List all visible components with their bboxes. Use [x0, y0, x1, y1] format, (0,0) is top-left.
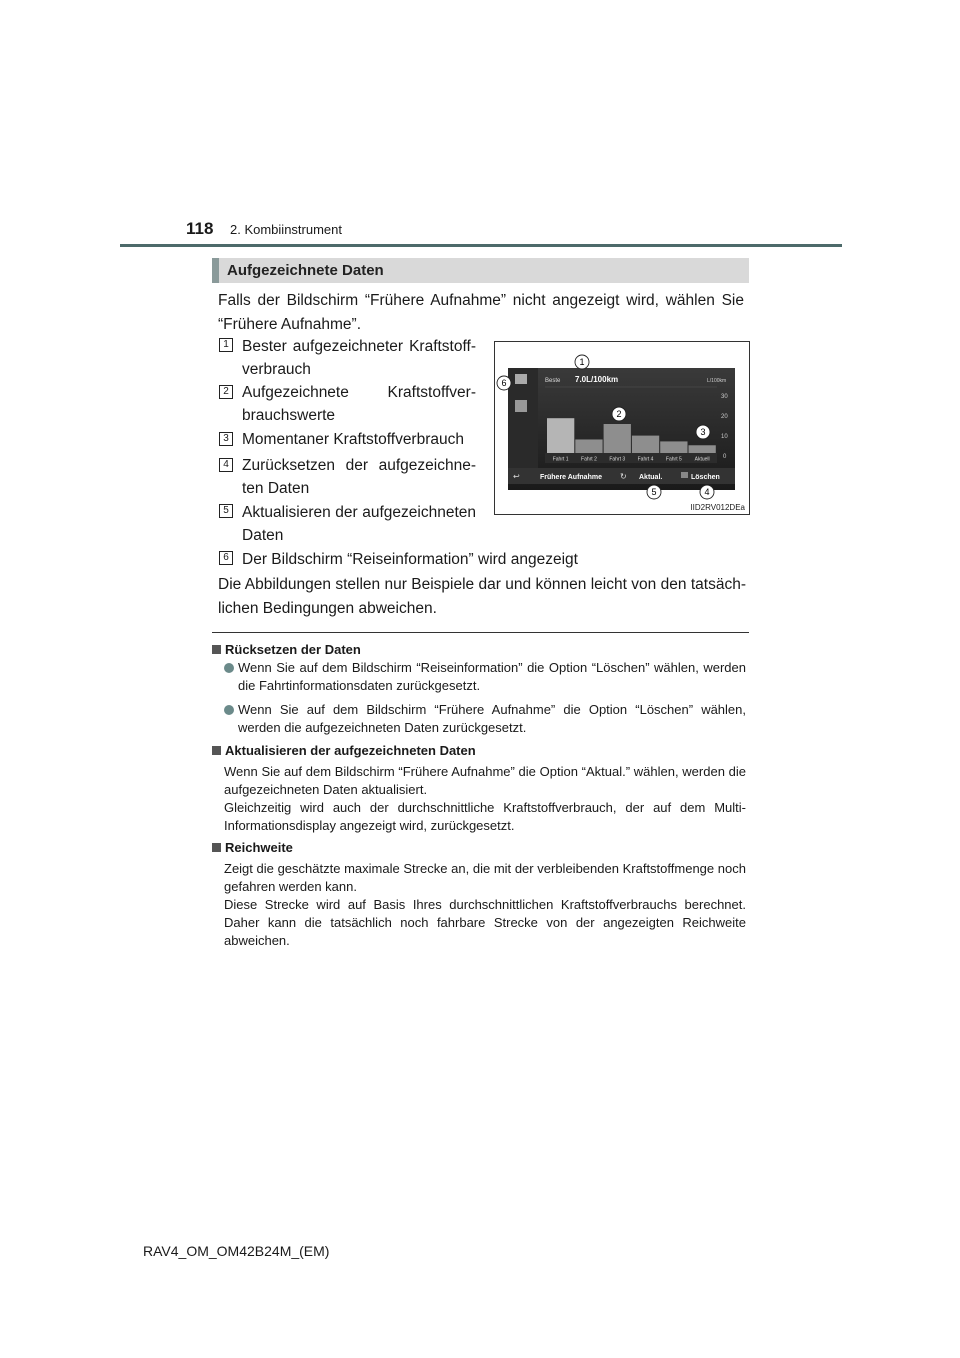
reset-bullet-1: Wenn Sie auf dem Bildschirm “Reiseinformation” die Option “Löschen” wählen, werden die Fahrtinformationsdaten zurückgesetzt. — [238, 660, 746, 693]
intro-text: Falls der Bildschirm “Frühere Aufnahme” nicht angezeigt wird, wählen Sie “Frühere Aufnahme”. — [218, 292, 744, 333]
range-paragraph — [224, 860, 746, 950]
range-paragraph-2: Diese Strecke wird auf Basis Ihres durchschnittlichen Kraftstoffverbrauchs berechnet. Daher kann die tatsächlich noch fahrbare Strecke von der angezeigten Reichweite abweichen. — [224, 897, 746, 948]
callout-4: 4 — [704, 487, 710, 497]
callout-3: 3 — [700, 427, 706, 437]
callout-6: 6 — [501, 378, 507, 388]
callout-1: 1 — [579, 357, 585, 367]
bar-4 — [632, 436, 659, 453]
page-number: 118 — [186, 219, 214, 238]
section-title: Aufgezeichnete Daten — [227, 262, 384, 279]
trip-label-3: Fahrt 3 — [609, 456, 626, 463]
previous-record-button[interactable]: Frühere Aufnahme — [540, 474, 602, 481]
item-text-4: Zurücksetzen der aufgezeichneten Daten — [242, 457, 476, 497]
trip-label-1: Fahrt 1 — [552, 456, 569, 463]
update-paragraph — [224, 763, 746, 835]
bar-6 — [689, 445, 716, 453]
illustration-note: Die Abbildungen stellen nur Beispiele dar und können leicht von den tatsächlichen Bedingungen abweichen. — [218, 576, 746, 617]
item-text-6: Der Bildschirm “Reiseinformation” wird angezeigt — [242, 551, 578, 568]
bar-1 — [547, 418, 574, 453]
trip-label-6: Aktuell — [694, 456, 710, 463]
square-bullet-icon — [212, 843, 221, 852]
bar-3 — [604, 424, 631, 453]
item-number-5: 5 — [219, 504, 233, 518]
fuel-screen-illustration — [495, 342, 749, 514]
callout-2: 2 — [616, 409, 622, 419]
trip-label-band — [545, 453, 717, 463]
note-heading-reset: Rücksetzen der Daten — [212, 642, 361, 657]
square-bullet-icon — [212, 645, 221, 654]
note-heading-range: Reichweite — [212, 840, 293, 855]
back-icon[interactable]: ↩ — [513, 472, 520, 481]
update-paragraph-2: Gleichzeitig wird auch der durchschnittliche Kraftstoffverbrauch, der auf dem Multi-Informationsdisplay angezeigt wird, zurückgesetzt. — [224, 800, 746, 833]
item-number-3: 3 — [219, 432, 233, 446]
range-paragraph-1: Zeigt die geschätzte maximale Strecke an, die mit der verbleibenden Kraftstoffmenge noch gefahren werden kann. — [224, 861, 746, 894]
y-tick-10: 10 — [721, 434, 728, 440]
section-heading — [212, 258, 749, 283]
item-text-5: Aktualisieren der aufgezeichneten Daten — [242, 504, 476, 544]
chapter-title: 2. Kombiinstrument — [230, 222, 342, 237]
delete-button[interactable]: Löschen — [691, 474, 720, 481]
item-text-1: Bester aufgezeichneter Kraftstoffverbrauch — [242, 338, 476, 378]
item-text-2: Aufgezeichnete Kraftstoffverbrauchswerte — [242, 384, 476, 424]
figure-id: IID2RV012DEa — [690, 503, 745, 512]
best-label: Beste — [545, 378, 561, 384]
header-rule — [120, 244, 842, 247]
document-code: RAV4_OM_OM42B24M_(EM) — [143, 1243, 330, 1259]
bar-2 — [575, 439, 602, 453]
unit-label: L/100km — [707, 378, 727, 384]
y-tick-20: 20 — [721, 414, 728, 420]
item-number-1: 1 — [219, 338, 233, 352]
flag-icon — [515, 374, 527, 384]
update-icon: ↻ — [620, 472, 627, 481]
reset-bullet-2: Wenn Sie auf dem Bildschirm “Frühere Aufnahme” die Option “Löschen” wählen, werden die aufgezeichneten Daten zurückgesetzt. — [238, 702, 746, 735]
y-tick-30: 30 — [721, 394, 728, 400]
update-paragraph-1: Wenn Sie auf dem Bildschirm “Frühere Aufnahme” die Option “Aktual.” wählen, werden die aufgezeichneten Daten aktualisiert. — [224, 764, 746, 797]
y-tick-0: 0 — [723, 454, 727, 460]
bar-5 — [660, 441, 687, 453]
delete-icon — [681, 472, 688, 478]
square-bullet-icon — [212, 746, 221, 755]
update-button[interactable]: Aktual. — [639, 474, 663, 481]
item-number-2: 2 — [219, 385, 233, 399]
fuel-consumption-figure — [494, 341, 750, 515]
trip-label-2: Fahrt 2 — [581, 456, 597, 463]
circle-bullet-icon — [224, 663, 234, 673]
fuel-pump-icon — [515, 400, 527, 412]
item-text-3: Momentaner Kraftstoffverbrauch — [242, 431, 464, 448]
circle-bullet-icon — [224, 705, 234, 715]
item-number-4: 4 — [219, 458, 233, 472]
best-value: 7.0L/100km — [575, 375, 619, 384]
trip-label-5: Fahrt 5 — [665, 456, 682, 463]
trip-label-4: Fahrt 4 — [637, 456, 654, 463]
item-number-6: 6 — [219, 551, 233, 565]
note-heading-update: Aktualisieren der aufgezeichneten Daten — [212, 743, 476, 758]
section-separator — [212, 632, 749, 633]
callout-5: 5 — [651, 487, 657, 497]
